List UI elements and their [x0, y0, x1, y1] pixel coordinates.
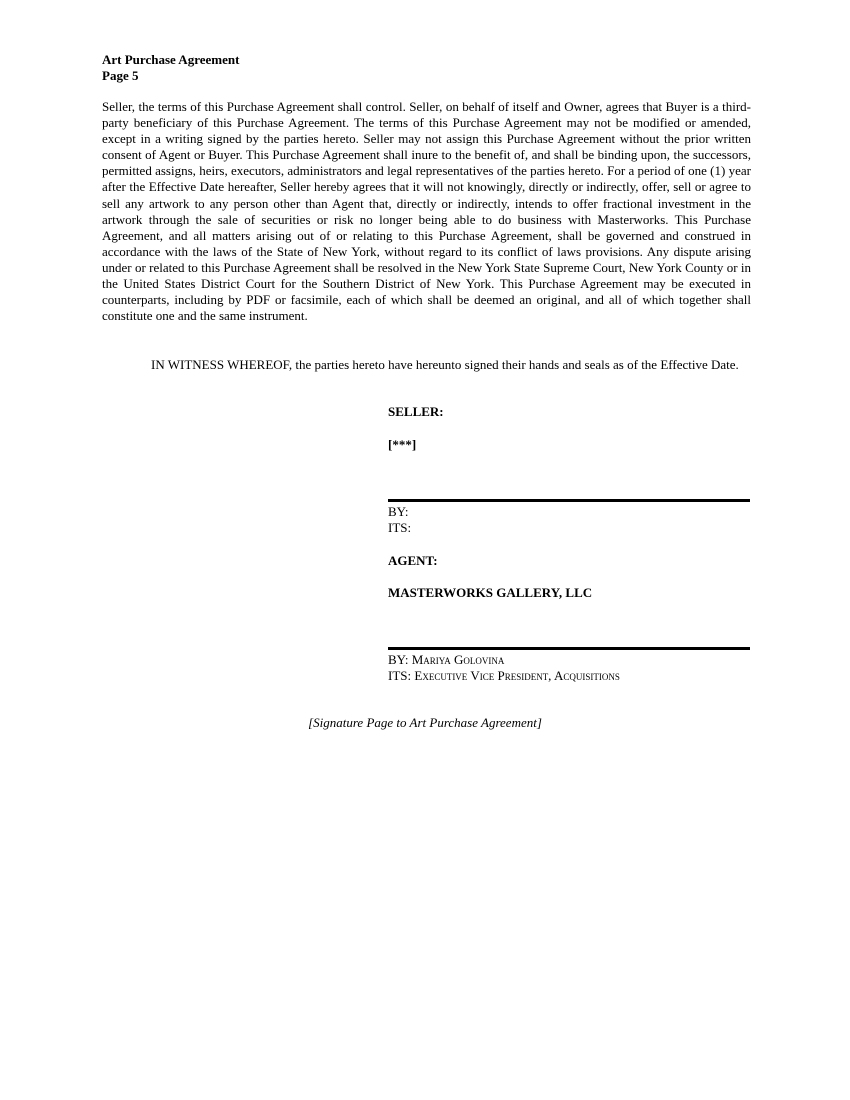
seller-name: [***] — [388, 437, 417, 452]
agent-label: AGENT: — [388, 553, 438, 568]
page-header — [102, 52, 239, 84]
signature-page-caption: [Signature Page to Art Purchase Agreement] — [308, 715, 542, 730]
document-title: Art Purchase Agreement — [102, 52, 240, 67]
seller-label: SELLER: — [388, 404, 444, 419]
agent-its — [388, 668, 620, 684]
seller-its: ITS: — [388, 520, 412, 535]
agent-by — [388, 652, 504, 668]
agreement-paragraph: Seller, the terms of this Purchase Agreement shall control. Seller, on behalf of itself and Owner, agrees that Buyer is a third-party beneficiary of this Purchase Agreement. The terms of this Purchase Agreement may not be modified or amended, except in a writing signed by the parties hereto. Seller may not assign this Purchase Agreement without the prior written consent of Agent or Buyer. This Purchase Agreement shall inure to the benefit of, and shall be binding upon, the successors, permitted assigns, heirs, executors, administrators and legal representatives of the parties hereto. For a period of one (1) year after the Effective Date hereafter, Seller hereby agrees that it will not knowingly, directly or indirectly, offer, sell or agree to sell any artwork to any person other than Agent that, directly or indirectly, intends to offer fractional investment in the artwork through the sale of securities or risk no longer being able to do business with Masterworks. This Purchase Agreement, and all matters arising out of or relating to this Purchase Agreement, shall be governed and construed in accordance with the laws of the State of New York, without regard to its conflict of laws provisions. Any dispute arising under or related to this Purchase Agreement shall be resolved in the New York State Supreme Court, New York County or in the United States District Court for the Southern District of New York. This Purchase Agreement may be executed in counterparts, including by PDF or facsimile, each of which shall be deemed an original, and all of which together shall constitute one and the same instrument. — [102, 99, 751, 324]
seller-signature-line — [388, 499, 750, 502]
agent-by-label: BY: — [388, 652, 409, 667]
agent-signatory-title: Executive Vice President, Acquisitions — [414, 668, 620, 683]
agent-its-label: ITS: — [388, 668, 412, 683]
page-number: Page 5 — [102, 68, 139, 83]
seller-by: BY: — [388, 504, 409, 519]
witness-paragraph: IN WITNESS WHEREOF, the parties hereto have hereunto signed their hands and seals as of the Effective Date. — [151, 357, 739, 372]
agent-name: MASTERWORKS GALLERY, LLC — [388, 585, 593, 600]
agent-signature-line — [388, 647, 750, 650]
agent-signatory-name: Mariya Golovina — [411, 652, 505, 667]
